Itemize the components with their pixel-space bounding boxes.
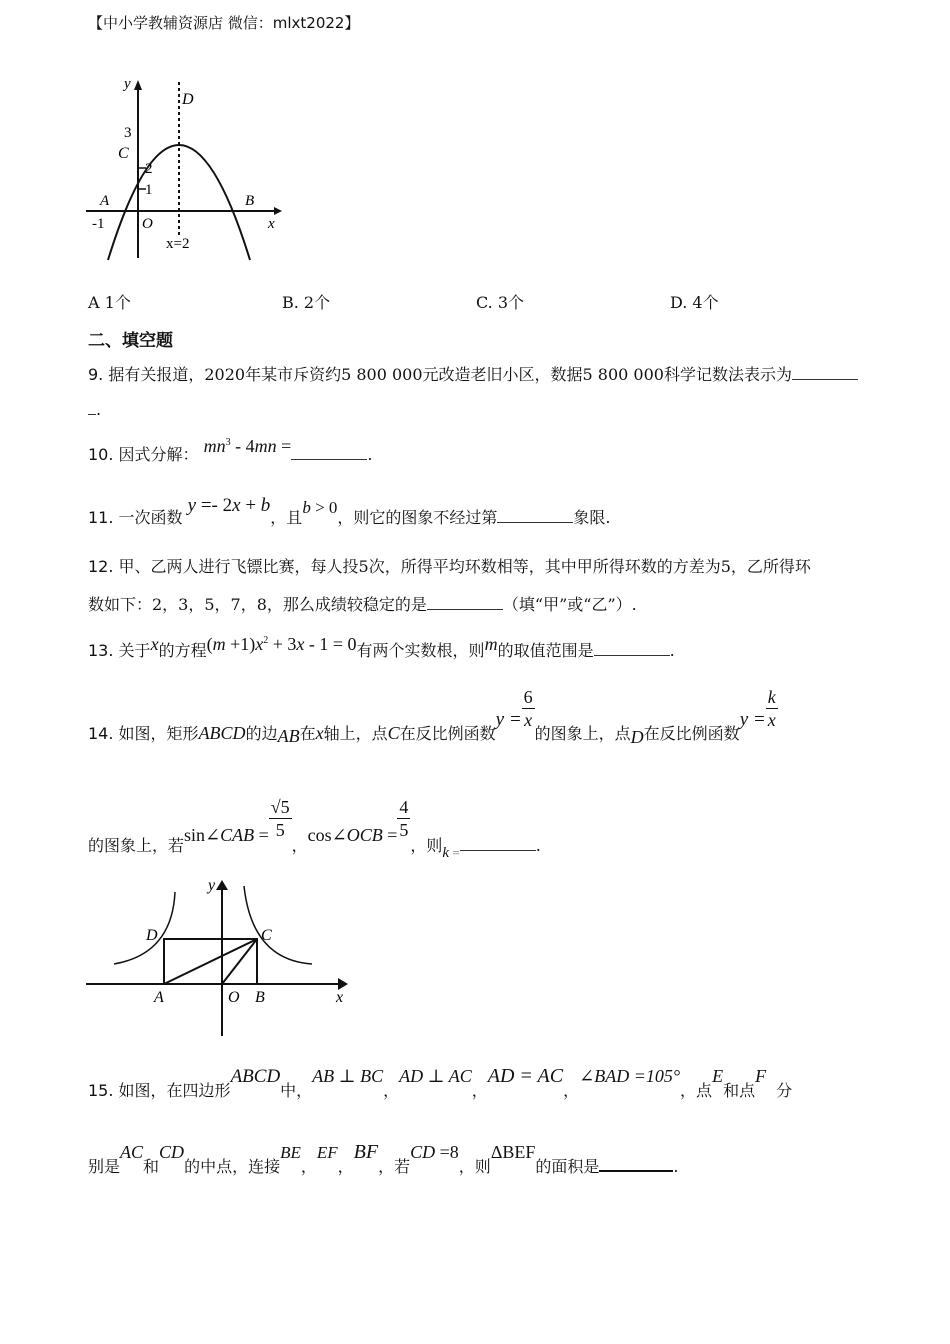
label-x-eq-2: x=2 bbox=[166, 236, 190, 252]
answer-blank-13[interactable] bbox=[594, 641, 670, 656]
hyperbola-left bbox=[114, 892, 175, 964]
label-A: A bbox=[154, 989, 164, 1006]
label-B: B bbox=[245, 193, 255, 209]
question-9-cont: . bbox=[88, 400, 101, 419]
y-axis-arrow bbox=[216, 880, 228, 890]
segment-oc bbox=[222, 939, 257, 984]
rectangle-hyperbola-figure bbox=[84, 872, 354, 1040]
question-13: 13. 关于x的方程$(m +1)x^2 + 3x - 1 = 0$有两个实数根，则m的取值范围是 . bbox=[88, 634, 675, 660]
label-y: y bbox=[124, 76, 131, 92]
label-D: D bbox=[182, 91, 194, 108]
option-b: B. 2个 bbox=[282, 293, 331, 312]
label-2: 2 bbox=[145, 161, 153, 177]
answer-blank-9[interactable] bbox=[792, 365, 858, 380]
option-c: C. 3个 bbox=[476, 293, 525, 312]
question-11: 11. 一次函数 y =- 2x + b，且b > 0，则它的图象不经过第 象限. bbox=[88, 495, 611, 527]
label-B: B bbox=[255, 989, 265, 1006]
label-minus1: -1 bbox=[92, 216, 105, 232]
x-axis-arrow bbox=[274, 207, 282, 215]
question-15: 15. 如图，在四边形ABCD中，AB ⊥ BC，AD ⊥ AC，AD = AC，∠BAD =105°，点E和点F分 bbox=[88, 1065, 793, 1100]
answer-blank-15[interactable] bbox=[599, 1156, 673, 1172]
answer-blank-11[interactable] bbox=[497, 508, 573, 523]
parabola-figure bbox=[84, 70, 284, 265]
answer-blank-14[interactable] bbox=[460, 836, 536, 851]
label-3: 3 bbox=[124, 125, 132, 141]
diagonal-ac bbox=[164, 939, 257, 984]
label-x: x bbox=[336, 989, 344, 1006]
answer-blank-9-tail[interactable] bbox=[88, 400, 96, 415]
page-header: 【中小学教辅资源店 微信：mlxt2022】 bbox=[88, 14, 360, 32]
label-y: y bbox=[208, 877, 216, 894]
question-12-line2: 数如下：2，3，5，7，8，那么成绩较稳定的是 （填“甲”或“乙”）. bbox=[88, 595, 637, 614]
y-axis-arrow bbox=[134, 80, 142, 90]
label-C: C bbox=[261, 927, 272, 944]
answer-blank-10[interactable] bbox=[291, 445, 367, 460]
hyperbola-right bbox=[244, 886, 312, 964]
label-x: x bbox=[268, 216, 275, 232]
option-d: D. 4个 bbox=[670, 293, 719, 312]
question-9: 9. 据有关报道，2020年某市斥资约5 800 000元改造老旧小区，数据5 800 000科学记数法表示为 bbox=[88, 362, 858, 385]
label-O: O bbox=[228, 989, 240, 1006]
section-title: 二、填空题 bbox=[88, 331, 173, 351]
label-1: 1 bbox=[145, 182, 153, 198]
question-12: 12. 甲、乙两人进行飞镖比赛，每人投5次，所得平均环数相等，其中甲所得环数的方差为5，乙所得环 bbox=[88, 557, 811, 576]
label-D: D bbox=[146, 927, 158, 944]
label-O: O bbox=[142, 216, 153, 232]
label-A: A bbox=[100, 193, 110, 209]
question-14: 14. 如图，矩形ABCD的边AB在x轴上，点C在反比例函数y = $\frac{6}{x}$ 的图象上，点D在反比例函数y = $\frac{k}{x}$ bbox=[88, 687, 776, 747]
answer-blank-12[interactable] bbox=[427, 595, 503, 610]
question-10: 10. 因式分解： $mn^3 - 4mn$ = . bbox=[88, 436, 373, 464]
label-C: C bbox=[118, 145, 129, 162]
option-a: A 1个 bbox=[88, 293, 131, 312]
question-15-line2: 别是AC和CD的中点，连接BE，EF，BF，若CD =8，则ΔBEF的面积是 . bbox=[88, 1141, 679, 1176]
question-14-line2: 的图象上，若sin∠CAB = $\frac{√5}{5}$ ，cos∠OCB = $\frac{4}{5}$ ，则k $_=$ . bbox=[88, 797, 541, 861]
